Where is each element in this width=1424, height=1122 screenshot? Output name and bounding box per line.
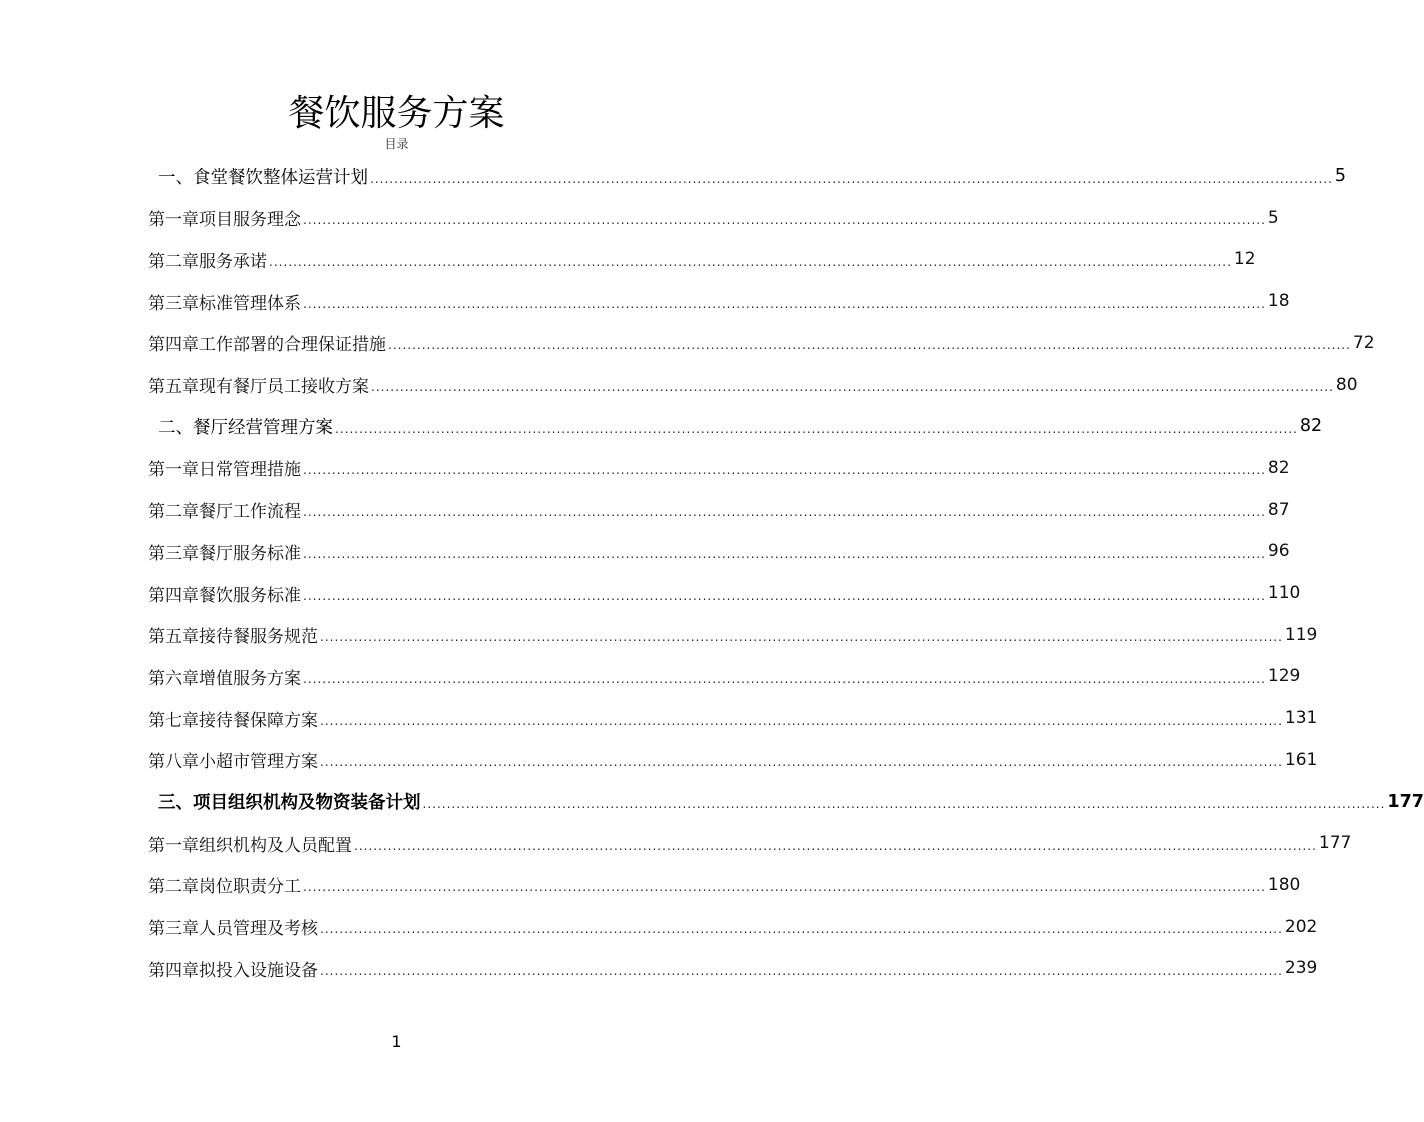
toc-chapter-entry[interactable] — [148, 286, 1290, 316]
toc-entry-title: 第五章现有餐厅员工接收方案 — [148, 377, 369, 397]
toc-dot-leader: ........................................................................................................................................................................................................ — [303, 671, 1266, 686]
toc-chapter-entry[interactable] — [148, 244, 1256, 274]
toc-entry-page: 72 — [1352, 332, 1375, 353]
toc-dot-leader: ........................................................................................................................................................................................................ — [371, 380, 1334, 394]
toc-dot-leader: ........................................................................................................................................................................................................ — [422, 797, 1386, 811]
toc-entry-title: 第五章接待餐服务规范 — [148, 627, 318, 648]
toc-entry-title: 第一章日常管理措施 — [148, 460, 301, 481]
toc-chapter-entry[interactable] — [148, 203, 1279, 233]
toc-entry-page: 161 — [1284, 749, 1318, 770]
toc-chapter-entry[interactable] — [148, 370, 1358, 400]
toc-heading: 目录 — [384, 137, 409, 151]
toc-entry-page: 96 — [1267, 541, 1290, 562]
toc-entry-page: 87 — [1267, 499, 1290, 520]
toc-entry-title: 第四章工作部署的合理保证措施 — [148, 335, 386, 356]
toc-chapter-entry[interactable] — [148, 912, 1318, 942]
toc-entry-title: 第四章拟投入设施设备 — [148, 960, 318, 981]
toc-entry-page: 18 — [1267, 291, 1290, 312]
toc-entry-page: 177 — [1318, 833, 1352, 854]
toc-dot-leader: ........................................................................................................................................................................................................ — [303, 588, 1266, 603]
toc-dot-leader: ........................................................................................................................................................................................................ — [335, 421, 1298, 436]
toc-entry-page: 239 — [1284, 958, 1318, 979]
toc-entry-title: 第二章服务承诺 — [148, 251, 267, 272]
toc-chapter-entry[interactable] — [148, 453, 1290, 483]
toc-chapter-entry[interactable] — [148, 495, 1290, 525]
toc-entry-page: 110 — [1267, 583, 1301, 603]
toc-dot-leader: ........................................................................................................................................................................................................ — [303, 505, 1266, 520]
toc-entry-page: 5 — [1334, 166, 1347, 186]
toc-chapter-entry[interactable] — [148, 328, 1375, 358]
toc-chapter-entry[interactable] — [148, 828, 1352, 858]
toc-dot-leader: ........................................................................................................................................................................................................ — [388, 338, 1351, 353]
toc-chapter-entry[interactable] — [148, 953, 1318, 983]
toc-section-entry[interactable] — [158, 787, 1424, 817]
toc-chapter-entry[interactable] — [148, 620, 1318, 650]
toc-entry-page: 80 — [1335, 374, 1358, 395]
toc-dot-leader: ........................................................................................................................................................................................................ — [269, 254, 1232, 269]
toc-chapter-entry[interactable] — [148, 745, 1318, 775]
toc-entry-page: 180 — [1267, 874, 1301, 895]
toc-entry-title: 第四章餐饮服务标准 — [148, 585, 301, 606]
toc-entry-page: 12 — [1233, 249, 1256, 270]
toc-section-entry[interactable] — [158, 161, 1347, 191]
toc-dot-leader: ........................................................................................................................................................................................................ — [370, 171, 1333, 186]
toc-dot-leader: ........................................................................................................................................................................................................ — [303, 296, 1266, 311]
toc-dot-leader: ........................................................................................................................................................................................................ — [320, 922, 1283, 937]
toc-chapter-entry[interactable] — [148, 661, 1301, 691]
toc-entry-title: 第七章接待餐保障方案 — [148, 710, 318, 731]
toc-entry-title: 第一章组织机构及人员配置 — [148, 835, 352, 856]
toc-section-entry[interactable] — [158, 411, 1323, 441]
toc-entry-title: 第八章小超市管理方案 — [148, 752, 318, 773]
document-title: 餐饮服务方案 — [288, 93, 505, 134]
toc-entry-page: 5 — [1267, 207, 1279, 228]
toc-entry-page: 82 — [1267, 457, 1290, 478]
toc-dot-leader: ........................................................................................................................................................................................................ — [320, 963, 1283, 978]
toc-dot-leader: ........................................................................................................................................................................................................ — [303, 880, 1266, 895]
toc-dot-leader: ........................................................................................................................................................................................................ — [303, 546, 1266, 561]
toc-dot-leader: ........................................................................................................................................................................................................ — [320, 713, 1283, 728]
toc-entry-title: 第三章餐厅服务标准 — [148, 543, 301, 564]
toc-dot-leader: ........................................................................................................................................................................................................ — [320, 630, 1283, 645]
toc-entry-page: 131 — [1284, 708, 1318, 729]
toc-entry-page: 202 — [1284, 916, 1318, 937]
toc-dot-leader: ........................................................................................................................................................................................................ — [303, 463, 1266, 478]
toc-chapter-entry[interactable] — [148, 703, 1318, 733]
toc-entry-title: 二、餐厅经营管理方案 — [158, 417, 333, 438]
toc-entry-title: 第三章人员管理及考核 — [148, 919, 318, 940]
toc-entry-title: 第二章餐厅工作流程 — [148, 502, 301, 523]
toc-chapter-entry[interactable] — [148, 578, 1301, 608]
toc-entry-page: 119 — [1284, 624, 1318, 645]
toc-entry-title: 第三章标准管理体系 — [148, 293, 301, 314]
toc-entry-title: 三、项目组织机构及物资装备计划 — [158, 793, 421, 813]
toc-entry-page: 177 — [1387, 791, 1424, 812]
toc-entry-page: 129 — [1267, 666, 1301, 687]
toc-entry-page: 82 — [1299, 416, 1323, 437]
toc-dot-leader: ........................................................................................................................................................................................................ — [354, 838, 1317, 853]
toc-entry-title: 第一章项目服务理念 — [148, 210, 301, 231]
toc-dot-leader: ........................................................................................................................................................................................................ — [320, 755, 1283, 770]
page-number: 1 — [391, 1032, 402, 1051]
toc-entry-title: 第六章增值服务方案 — [148, 668, 301, 689]
toc-entry-title: 一、食堂餐饮整体运营计划 — [158, 167, 368, 188]
toc-chapter-entry[interactable] — [148, 536, 1290, 566]
toc-dot-leader: ........................................................................................................................................................................................................ — [303, 213, 1266, 228]
toc-entry-title: 第二章岗位职责分工 — [148, 877, 301, 898]
toc-chapter-entry[interactable] — [148, 870, 1301, 900]
